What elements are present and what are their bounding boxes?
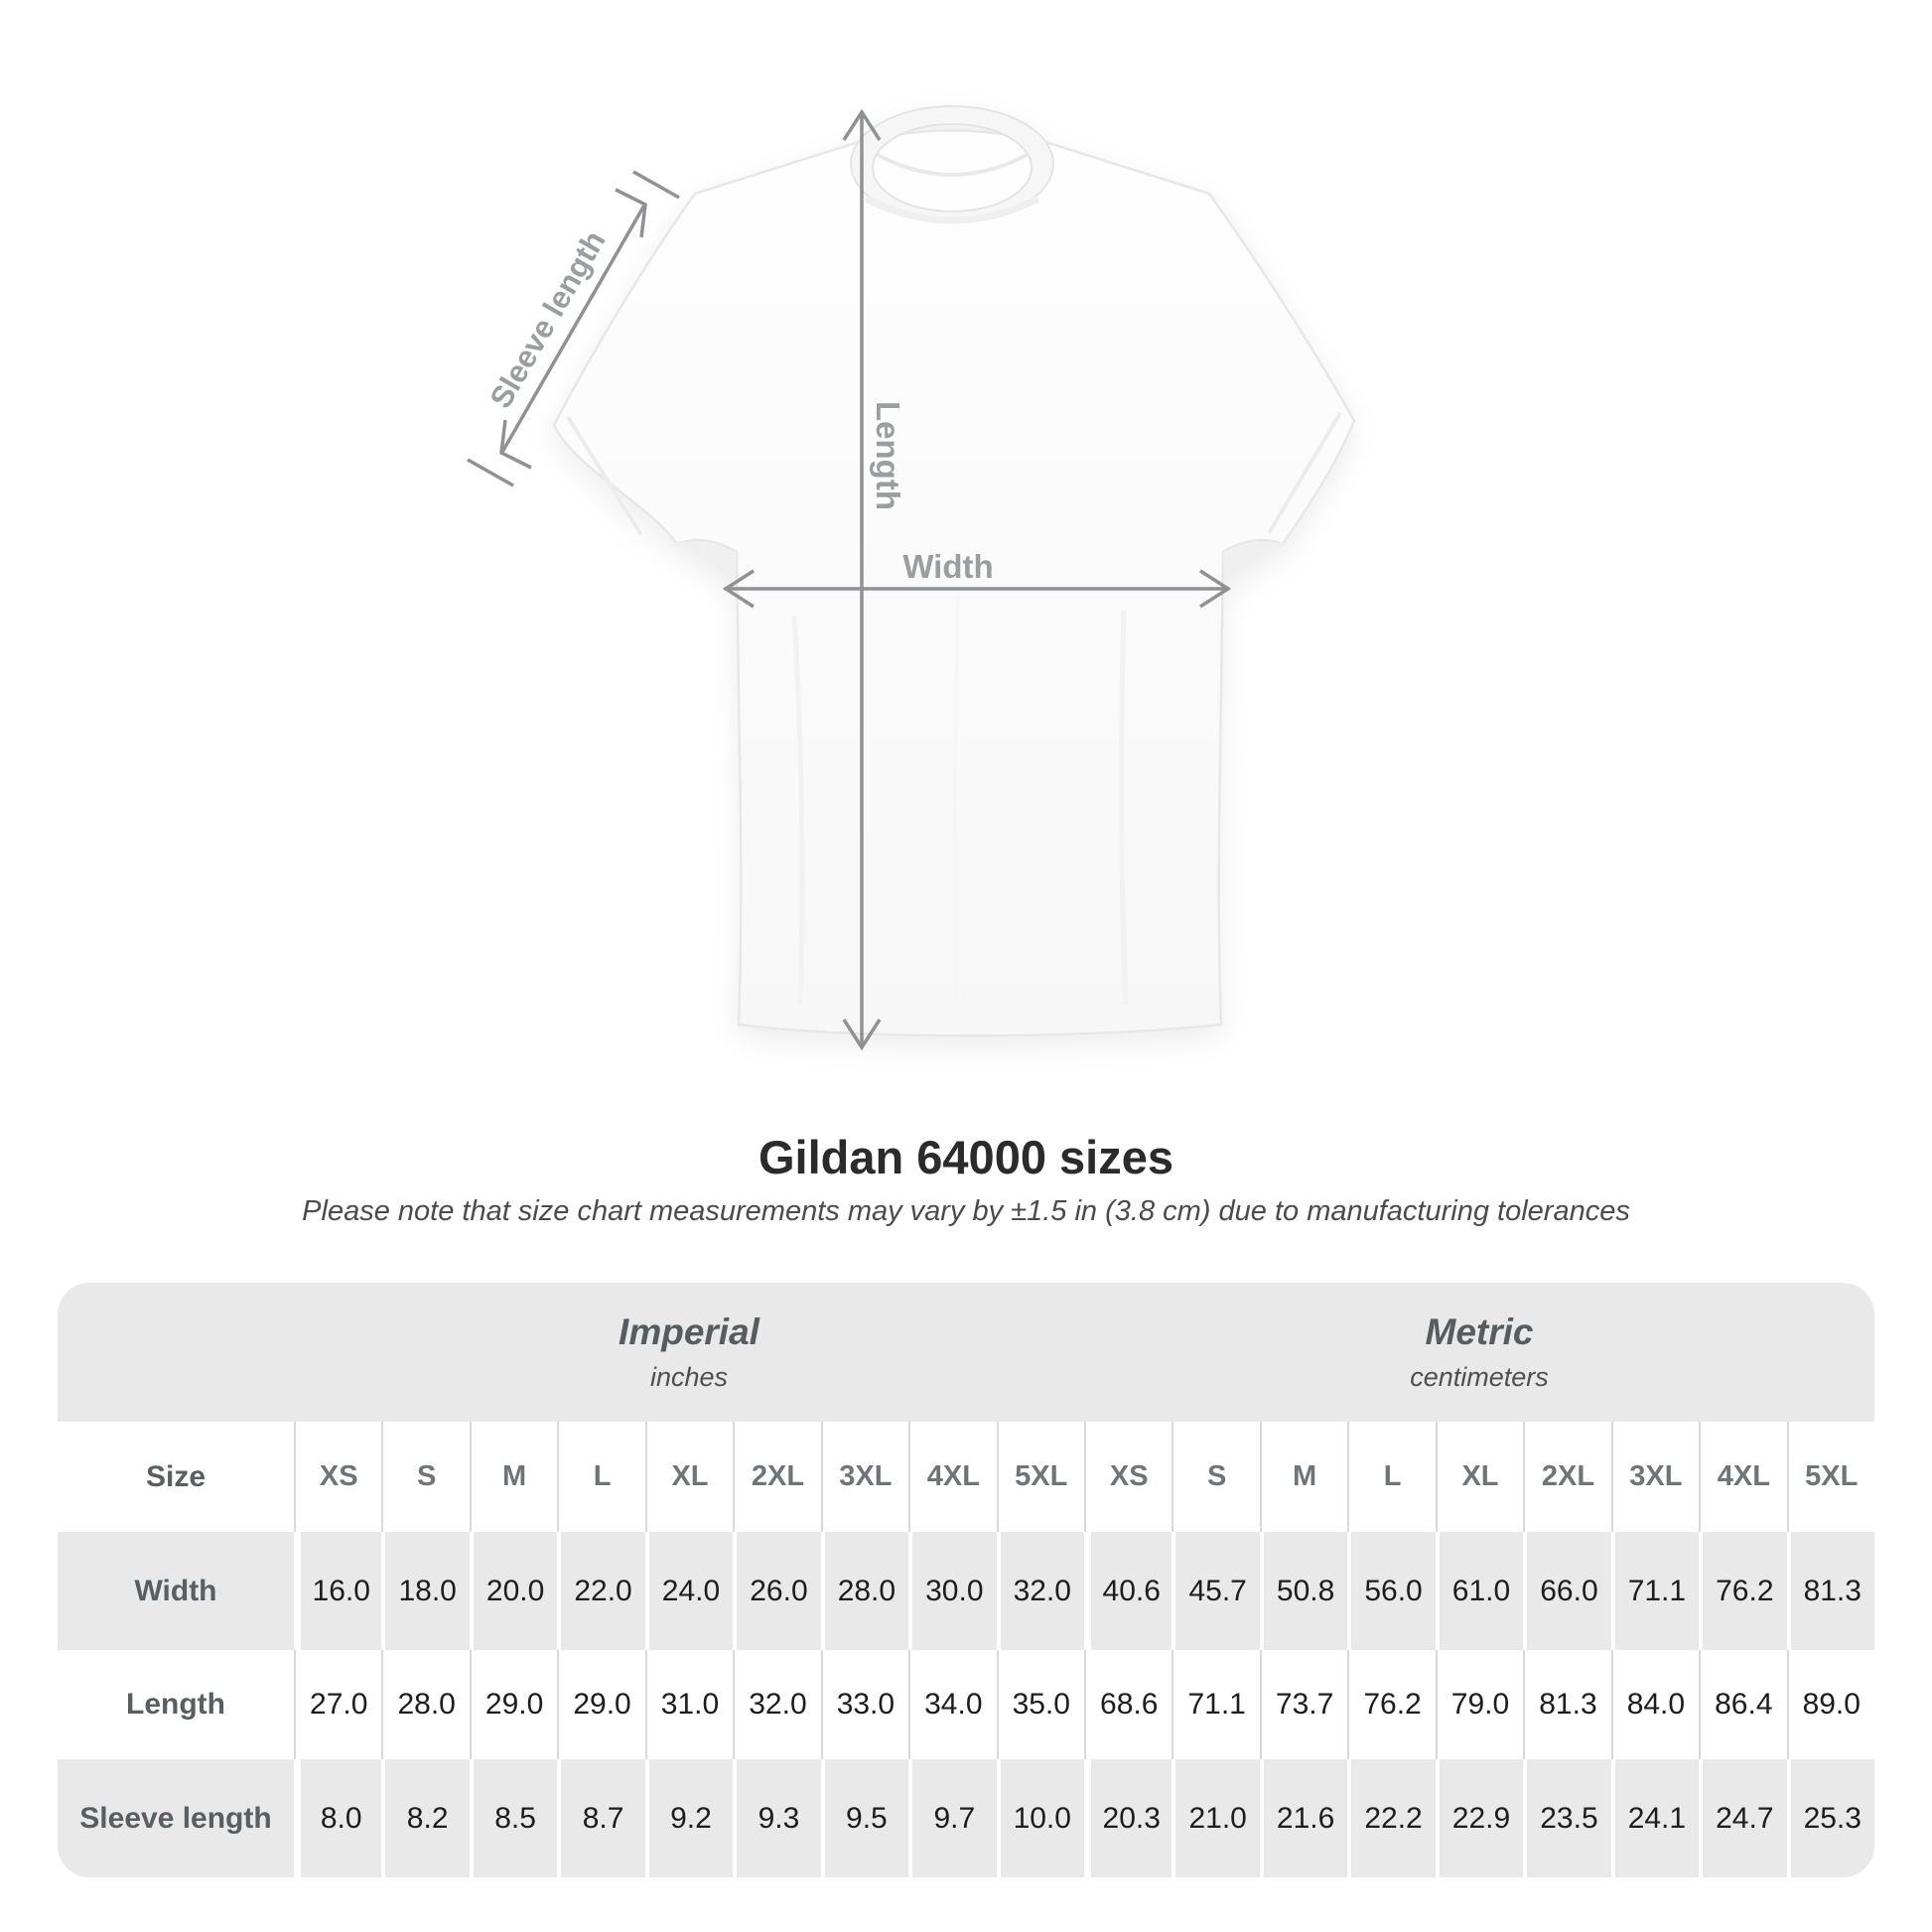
size-table [58, 1283, 1874, 1877]
measurement-value: 24.1 [1611, 1759, 1699, 1877]
length-row [58, 1650, 1874, 1759]
measurement-value: 18.0 [381, 1532, 469, 1650]
imperial-group-header [294, 1283, 1084, 1422]
measurement-value: 26.0 [733, 1532, 820, 1650]
measurement-value: 76.2 [1347, 1650, 1435, 1759]
size-col-metric-l: L [1347, 1422, 1435, 1532]
measurement-value: 71.1 [1611, 1532, 1699, 1650]
size-col-metric-s: S [1172, 1422, 1259, 1532]
measurement-value: 24.0 [645, 1532, 733, 1650]
width-row [58, 1532, 1874, 1650]
measurement-value: 76.2 [1699, 1532, 1786, 1650]
sleeve-length-label: Sleeve length [483, 224, 613, 415]
size-col-imperial-xl: XL [645, 1422, 733, 1532]
metric-label: Metric [1425, 1311, 1534, 1352]
measurement-value: 86.4 [1699, 1650, 1786, 1759]
measurement-value: 20.3 [1084, 1759, 1172, 1877]
measurement-value: 16.0 [294, 1532, 381, 1650]
measurement-value: 25.3 [1787, 1759, 1874, 1877]
measurement-value: 20.0 [470, 1532, 557, 1650]
measurement-value: 21.6 [1260, 1759, 1347, 1877]
measurement-value: 81.3 [1787, 1532, 1874, 1650]
width-label: Width [902, 548, 994, 585]
imperial-label: Imperial [619, 1311, 759, 1352]
sleeve-length-row [58, 1759, 1874, 1877]
row-label: Width [134, 1574, 217, 1607]
unit-group-header-row [58, 1283, 1874, 1422]
size-col-metric-xs: XS [1084, 1422, 1172, 1532]
size-col-metric-3xl: 3XL [1611, 1422, 1699, 1532]
measurement-value: 21.0 [1172, 1759, 1259, 1877]
left-armpit-shade [671, 542, 737, 586]
size-col-imperial-m: M [470, 1422, 557, 1532]
row-label: Length [126, 1688, 225, 1721]
metric-unit-label: centimeters [1410, 1362, 1549, 1392]
measurement-value: 71.1 [1172, 1650, 1259, 1759]
measurement-value: 27.0 [294, 1650, 381, 1759]
measurement-value: 40.6 [1084, 1532, 1172, 1650]
length-label: Length [870, 401, 906, 510]
measurement-value: 84.0 [1611, 1650, 1699, 1759]
measurement-value: 23.5 [1523, 1759, 1610, 1877]
measurement-value: 35.0 [997, 1650, 1084, 1759]
measurement-value: 9.5 [821, 1759, 908, 1877]
measurement-value: 9.3 [733, 1759, 820, 1877]
measurement-value: 50.8 [1260, 1532, 1347, 1650]
measurement-value: 22.9 [1436, 1759, 1523, 1877]
metric-group-header [1084, 1283, 1874, 1422]
measurement-value: 33.0 [821, 1650, 908, 1759]
measurement-value: 8.0 [294, 1759, 381, 1877]
size-col-metric-5xl: 5XL [1787, 1422, 1874, 1532]
tolerance-note: Please note that size chart measurements may vary by ±1.5 in (3.8 cm) due to manufacturing tolerances [302, 1195, 1630, 1227]
measurement-value: 28.0 [381, 1650, 469, 1759]
measurement-value: 56.0 [1347, 1532, 1435, 1650]
size-col-imperial-xs: XS [294, 1422, 381, 1532]
measurement-value: 29.0 [557, 1650, 644, 1759]
measurement-value: 24.7 [1699, 1759, 1786, 1877]
size-col-metric-2xl: 2XL [1523, 1422, 1610, 1532]
size-col-imperial-3xl: 3XL [821, 1422, 908, 1532]
measurement-value: 81.3 [1523, 1650, 1610, 1759]
size-col-imperial-2xl: 2XL [733, 1422, 820, 1532]
size-col-metric-m: M [1260, 1422, 1347, 1532]
measurement-value: 28.0 [821, 1532, 908, 1650]
measurement-value: 34.0 [908, 1650, 996, 1759]
right-armpit-shade [1223, 542, 1289, 586]
row-label: Sleeve length [79, 1801, 272, 1835]
measurement-value: 32.0 [733, 1650, 820, 1759]
measurement-value: 8.5 [470, 1759, 557, 1877]
measurement-value: 68.6 [1084, 1650, 1172, 1759]
size-col-imperial-l: L [557, 1422, 644, 1532]
measurement-value: 10.0 [997, 1759, 1084, 1877]
measurement-value: 89.0 [1787, 1650, 1874, 1759]
measurement-value: 8.2 [381, 1759, 469, 1877]
measurement-value: 61.0 [1436, 1532, 1523, 1650]
size-col-metric-4xl: 4XL [1699, 1422, 1786, 1532]
page-title: Gildan 64000 sizes [758, 1131, 1174, 1183]
imperial-unit-label: inches [649, 1362, 729, 1392]
measurement-value: 9.7 [908, 1759, 996, 1877]
size-header-row [58, 1422, 1874, 1532]
measurement-value: 8.7 [557, 1759, 644, 1877]
measurement-value: 73.7 [1260, 1650, 1347, 1759]
measurement-value: 22.0 [557, 1532, 644, 1650]
measurement-value: 79.0 [1436, 1650, 1523, 1759]
size-col-metric-xl: XL [1436, 1422, 1523, 1532]
measurement-value: 22.2 [1347, 1759, 1435, 1877]
measurement-value: 31.0 [645, 1650, 733, 1759]
measurement-value: 45.7 [1172, 1532, 1259, 1650]
size-col-imperial-s: S [381, 1422, 469, 1532]
size-col-imperial-4xl: 4XL [908, 1422, 996, 1532]
group-header-spacer [58, 1283, 294, 1422]
measurement-value: 9.2 [645, 1759, 733, 1877]
measurement-value: 29.0 [470, 1650, 557, 1759]
measurement-value: 66.0 [1523, 1532, 1610, 1650]
measurement-value: 30.0 [908, 1532, 996, 1650]
measurement-value: 32.0 [997, 1532, 1084, 1650]
size-col-imperial-5xl: 5XL [997, 1422, 1084, 1532]
size-row-label: Size [145, 1459, 207, 1493]
